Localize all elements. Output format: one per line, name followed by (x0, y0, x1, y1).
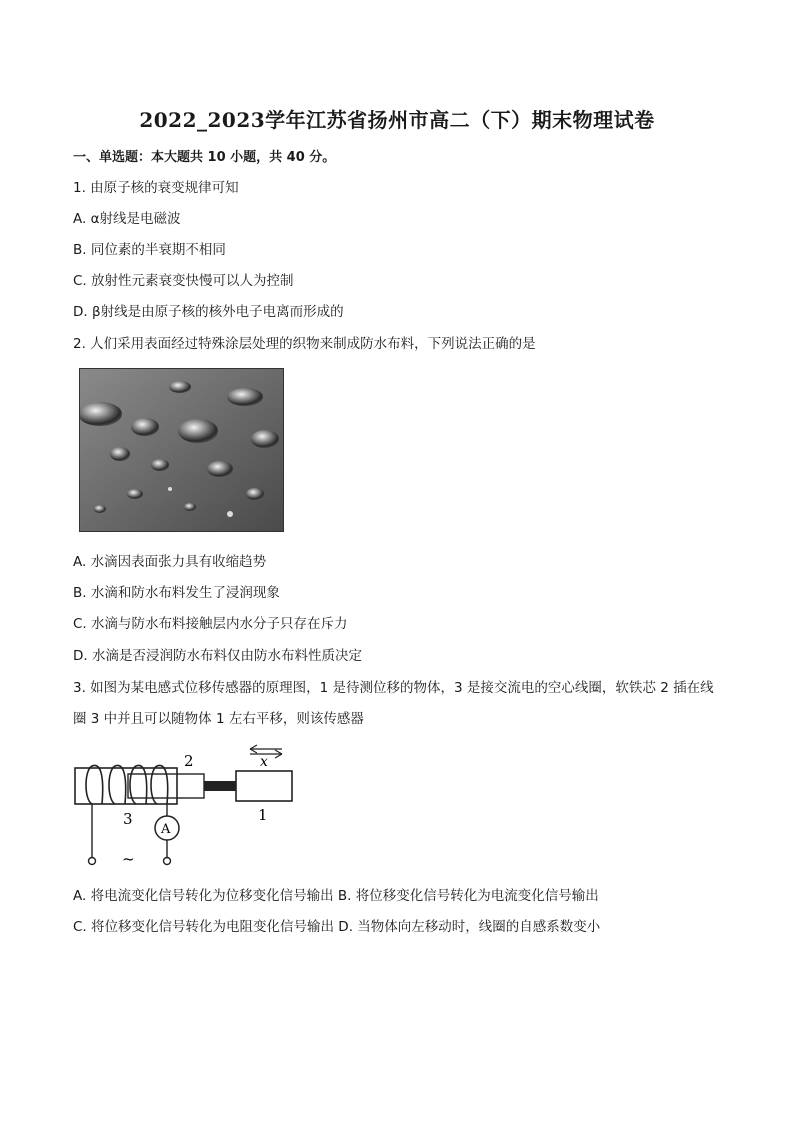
terminal-right (164, 858, 171, 865)
section-heading: 一、单选题：本大题共 10 小题，共 40 分。 (73, 150, 336, 165)
question-3-options-row1: A. 将电流变化信号转化为位移变化信号输出 B. 将位移变化信号转化为电流变化信号输出 (73, 888, 599, 904)
inductive-sensor-diagram (70, 740, 300, 870)
question-2-option-b: B. 水滴和防水布料发生了浸润现象 (73, 585, 280, 601)
label-ammeter: A (161, 822, 171, 837)
terminal-left (89, 858, 96, 865)
question-2-option-a: A. 水滴因表面张力具有收缩趋势 (73, 554, 267, 570)
water-droplet-photo (79, 368, 284, 532)
question-1-option-d: D. β射线是由原子核的核外电子电离而形成的 (73, 304, 344, 320)
question-2-option-c: C. 水滴与防水布料接触层内水分子只存在斥力 (73, 616, 348, 632)
iron-core (128, 774, 204, 798)
label-x: x (260, 754, 268, 770)
question-1-option-b: B. 同位素的半衰期不相同 (73, 242, 226, 258)
question-1-stem: 1. 由原子核的衰变规律可知 (73, 180, 239, 196)
label-2: 2 (184, 752, 194, 770)
connecting-rod (204, 781, 236, 791)
question-3-stem-line1: 3. 如图为某电感式位移传感器的原理图，1 是待测位移的物体，3 是接交流电的空心线圈，软铁芯 2 插在线 (73, 680, 714, 696)
question-3-options-row2: C. 将位移变化信号转化为电阻变化信号输出 D. 当物体向左移动时，线圈的自感系数变小 (73, 919, 601, 935)
label-ac: ~ (122, 850, 135, 868)
object-block (236, 771, 292, 801)
question-1-option-c: C. 放射性元素衰变快慢可以人为控制 (73, 273, 294, 289)
question-2-option-d: D. 水滴是否浸润防水布料仅由防水布料性质决定 (73, 648, 362, 664)
question-2-stem: 2. 人们采用表面经过特殊涂层处理的织物来制成防水布料，下列说法正确的是 (73, 336, 536, 352)
page-title: 2022_2023学年江苏省扬州市高二（下）期末物理试卷 (139, 108, 655, 132)
question-3-stem-line2: 圈 3 中并且可以随物体 1 左右平移，则该传感器 (73, 711, 364, 727)
label-3: 3 (123, 810, 133, 828)
question-1-option-a: A. α射线是电磁波 (73, 211, 181, 227)
label-1: 1 (258, 806, 268, 824)
